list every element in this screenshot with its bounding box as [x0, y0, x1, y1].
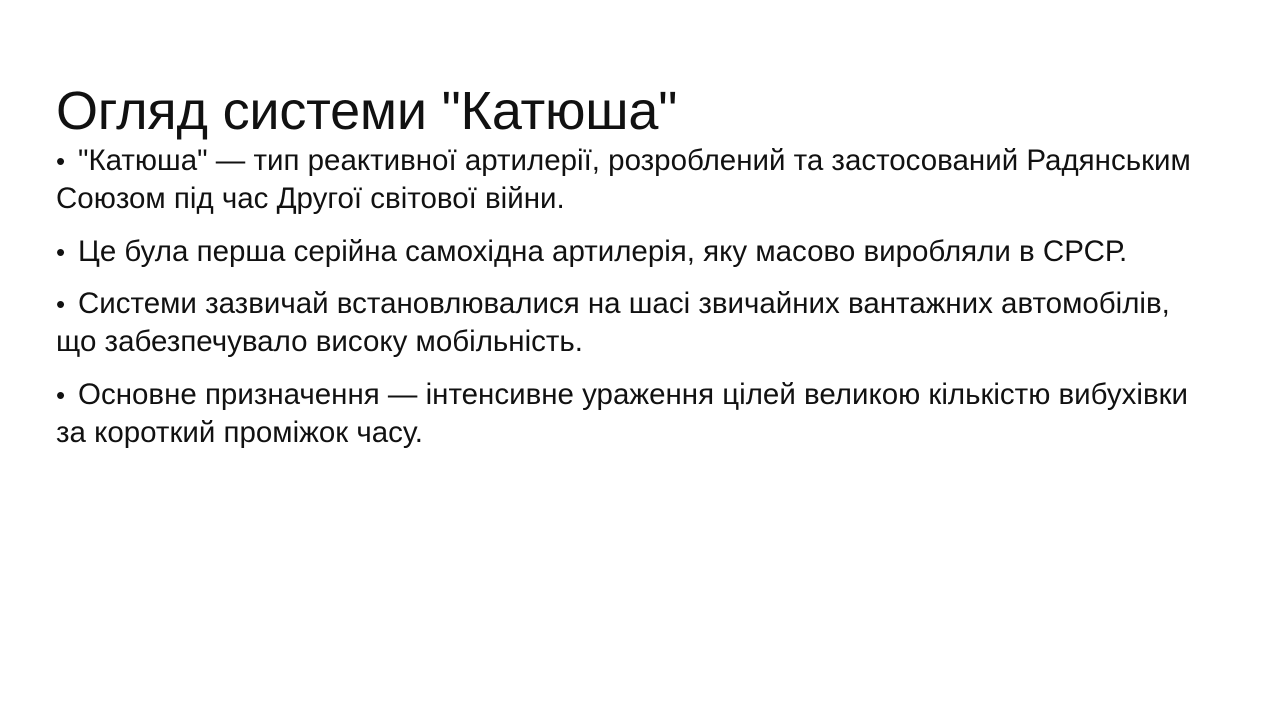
page-title: Огляд системи "Катюша"	[56, 81, 678, 142]
bullet-list	[56, 142, 1218, 466]
bullet-icon: •	[56, 236, 66, 267]
list-item	[56, 285, 1218, 362]
bullet-icon: •	[56, 379, 66, 410]
list-item	[56, 233, 1218, 271]
bullet-icon: •	[56, 146, 66, 176]
list-item-text: Це була перша серійна самохідна артилерія, яку масово виробляли в СРСР.	[78, 234, 1128, 268]
list-item	[56, 376, 1218, 453]
list-item	[56, 142, 1218, 219]
list-item-text: Основне призначення — інтенсивне ураження цілей великою кількістю вибухівки за короткий проміжок часу.	[56, 377, 1189, 450]
bullet-icon: •	[56, 289, 66, 320]
list-item-text: "Катюша" — тип реактивної артилерії, розроблений та застосований Радянським Союзом під час Другої світової війни.	[56, 144, 1191, 216]
list-item-text: Системи зазвичай встановлювалися на шасі звичайних вантажних автомобілів, що забезпечувало високу мобільність.	[56, 287, 1170, 359]
